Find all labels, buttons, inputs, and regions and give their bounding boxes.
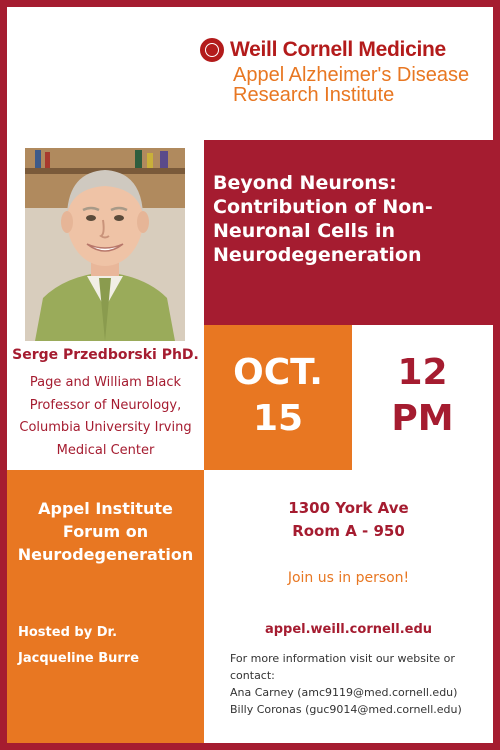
talk-title-line2: Contribution of Non- — [213, 196, 433, 218]
event-day: 15 — [252, 398, 304, 439]
institute-name-line1: Appel Alzheimer's Disease — [233, 64, 470, 86]
event-month: OCT. — [233, 352, 323, 393]
info-line1: For more information visit our website or — [230, 652, 455, 665]
address-line2: Room A - 950 — [292, 522, 405, 540]
host — [18, 620, 198, 672]
info-line2: contact: — [230, 669, 275, 682]
talk-title-line4: Neurodegeneration — [213, 244, 422, 266]
forum-title-line1: Appel Institute — [38, 499, 173, 518]
talk-title-line1: Beyond Neurons: — [213, 172, 397, 194]
contact-ana: Ana Carney (amc9119@med.cornell.edu) — [230, 686, 458, 699]
speaker-affiliation — [7, 372, 204, 462]
forum-title-line2: Forum on — [62, 522, 149, 541]
speaker-affiliation-line4: Medical Center — [56, 442, 155, 458]
event-time — [352, 350, 493, 442]
talk-title-line3: Neuronal Cells in — [213, 220, 396, 242]
website-link[interactable]: appel.weill.cornell.edu — [264, 622, 433, 637]
event-location — [204, 497, 493, 543]
forum-title-line3: Neurodegeneration — [17, 545, 194, 564]
host-line2: Jacqueline Burre — [18, 651, 140, 666]
institute-name-line2: Research Institute — [233, 84, 395, 106]
event-date — [204, 350, 352, 442]
speaker-name: Serge Przedborski PhD. — [12, 347, 199, 363]
speaker-affiliation-line3: Columbia University Irving — [19, 420, 192, 435]
address-line1: 1300 York Ave — [288, 499, 409, 517]
talk-title — [213, 171, 483, 267]
speaker-affiliation-line2: Professor of Neurology, — [29, 397, 182, 413]
seal-icon — [200, 38, 224, 62]
speaker-affiliation-line1: Page and William Black — [29, 375, 182, 390]
join-in-person: Join us in person! — [287, 570, 410, 586]
host-line1: Hosted by Dr. — [18, 625, 118, 640]
speaker-portrait-image — [25, 148, 185, 341]
speaker-photo — [25, 148, 185, 341]
event-period: PM — [391, 398, 454, 439]
contact-billy: Billy Coronas (guc9014@med.cornell.edu) — [230, 703, 462, 716]
forum-title — [7, 497, 204, 566]
event-hour: 12 — [397, 352, 448, 393]
logo-name: Weill Cornell Medicine — [230, 38, 446, 61]
contact-info — [230, 650, 490, 718]
